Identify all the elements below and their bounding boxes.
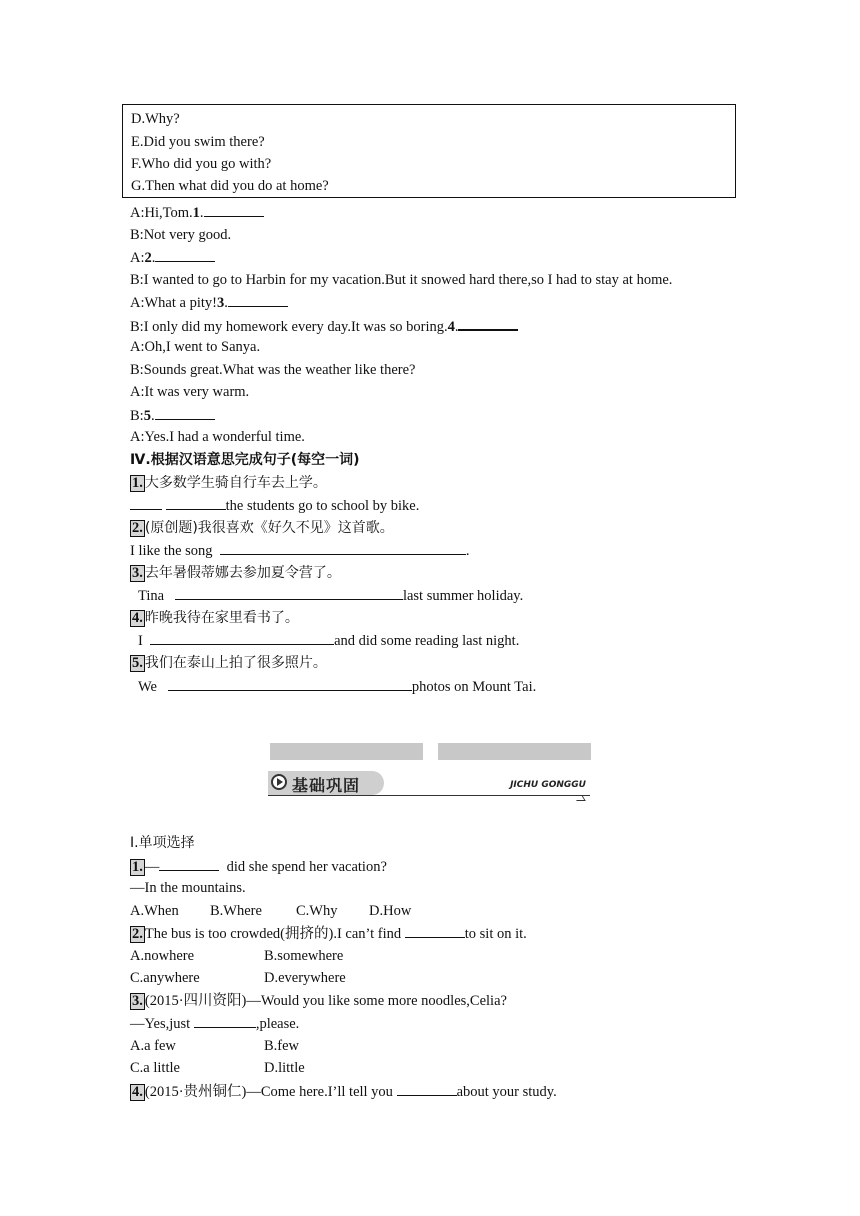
question-number: 4. xyxy=(132,610,143,626)
question-1-3: 3. (2015·四川资阳)—Would you like some more noodles,Celia? xyxy=(132,993,507,1009)
question-1-2: 2. The bus is too crowded(拥挤的).I can’t find to sit on it. xyxy=(132,926,527,942)
answer-blank[interactable] xyxy=(155,406,215,420)
answer-line: I and did some reading last night. xyxy=(138,633,520,649)
dialogue-line: B:I only did my homework every day.It was so boring.4. xyxy=(130,316,518,336)
option-c[interactable]: C.Why xyxy=(296,903,338,919)
question-number: 4. xyxy=(132,1084,143,1100)
decorative-bar xyxy=(438,743,591,760)
option-a[interactable]: A.nowhere xyxy=(130,948,195,964)
question-number: 5. xyxy=(132,655,143,671)
banner-title: 基础巩固 xyxy=(292,776,361,795)
dialogue-line: B:5. xyxy=(130,406,215,425)
options-row xyxy=(130,947,343,965)
option-c[interactable]: C.a little xyxy=(130,1060,180,1076)
dialogue-line: A:Oh,I went to Sanya. xyxy=(130,339,261,355)
option-b[interactable]: B.Where xyxy=(210,903,262,919)
option-f: F.Who did you go with? xyxy=(131,156,272,172)
question-4-2: 2. (原创题)我很喜欢《好久不见》这首歌。 xyxy=(132,520,394,536)
question-1-1: 1. — did she spend her vacation? xyxy=(132,859,387,875)
answer-blank[interactable] xyxy=(397,1082,457,1096)
section-banner xyxy=(268,768,590,800)
question-number: 3. xyxy=(132,565,143,581)
dialogue-line: B:Sounds great.What was the weather like there? xyxy=(130,362,416,378)
options-box xyxy=(122,104,736,198)
answer-line: —Yes,just ,please. xyxy=(130,1016,300,1032)
option-d[interactable]: D.How xyxy=(369,903,412,919)
option-b[interactable]: B.few xyxy=(264,1038,300,1054)
answer-line: the students go to school by bike. xyxy=(130,496,419,515)
answer-blank[interactable] xyxy=(228,293,288,307)
answer-blank[interactable] xyxy=(166,496,226,510)
question-number: 2. xyxy=(132,520,143,536)
answer-text: —In the mountains. xyxy=(130,880,246,896)
answer-blank[interactable] xyxy=(458,316,518,331)
question-4-3: 3. 去年暑假蒂娜去参加夏令营了。 xyxy=(132,565,341,581)
question-4-5: 5. 我们在泰山上拍了很多照片。 xyxy=(132,655,327,671)
banner-divider xyxy=(268,795,590,796)
question-number: 2. xyxy=(132,926,143,942)
question-4-4: 4. 昨晚我待在家里看书了。 xyxy=(132,610,299,626)
decorative-bar xyxy=(270,743,423,760)
dialogue-line: B:I wanted to go to Harbin for my vacation.But it snowed hard there,so I had to stay at home. xyxy=(130,272,673,288)
option-a[interactable]: A.When xyxy=(130,903,179,919)
option-c[interactable]: C.anywhere xyxy=(130,970,200,986)
option-d[interactable]: D.everywhere xyxy=(264,970,346,986)
dialogue-line: A:Yes.I had a wonderful time. xyxy=(130,429,305,445)
question-number: 1. xyxy=(132,859,143,875)
question-number: 3. xyxy=(132,993,143,1009)
answer-blank[interactable] xyxy=(204,203,264,217)
option-g: G.Then what did you do at home? xyxy=(131,178,329,194)
answer-line: We photos on Mount Tai. xyxy=(138,679,537,695)
play-circle-icon xyxy=(271,774,287,790)
answer-line: Tina last summer holiday. xyxy=(138,588,524,604)
answer-blank[interactable] xyxy=(150,631,334,645)
question-1-4: 4. (2015·贵州铜仁)—Come here.I’ll tell you about your study. xyxy=(132,1084,557,1100)
answer-line: I like the song . xyxy=(130,543,470,559)
options-row xyxy=(130,902,411,920)
option-d: D.Why? xyxy=(131,111,180,127)
section-4-title: Ⅳ.根据汉语意思完成句子(每空一词) xyxy=(130,452,360,468)
answer-blank[interactable] xyxy=(405,924,465,938)
dialogue-line: A:Hi,Tom.1. xyxy=(130,203,264,222)
answer-blank[interactable] xyxy=(220,541,466,555)
option-d[interactable]: D.little xyxy=(264,1060,305,1076)
dialogue-line: A:What a pity!3. xyxy=(130,293,288,312)
option-e: E.Did you swim there? xyxy=(131,134,265,150)
answer-blank[interactable] xyxy=(194,1014,256,1028)
answer-blank[interactable] xyxy=(175,586,403,600)
option-b[interactable]: B.somewhere xyxy=(264,948,344,964)
dialogue-line: B:Not very good. xyxy=(130,227,232,243)
options-row xyxy=(130,1037,299,1055)
answer-blank[interactable] xyxy=(159,857,219,871)
answer-blank[interactable] xyxy=(155,248,215,262)
question-4-1: 1. 大多数学生骑自行车去上学。 xyxy=(132,475,327,491)
dialogue-line: A:It was very warm. xyxy=(130,384,250,400)
options-row xyxy=(130,969,346,987)
banner-subtitle: JICHU GONGGU xyxy=(510,780,586,790)
answer-blank[interactable] xyxy=(130,496,162,510)
section-1-title: Ⅰ.单项选择 xyxy=(130,835,195,851)
answer-blank[interactable] xyxy=(168,677,412,691)
question-number: 1. xyxy=(132,475,143,491)
options-row xyxy=(130,1059,305,1077)
option-a[interactable]: A.a few xyxy=(130,1038,176,1054)
dialogue-line: A:2. xyxy=(130,248,215,267)
